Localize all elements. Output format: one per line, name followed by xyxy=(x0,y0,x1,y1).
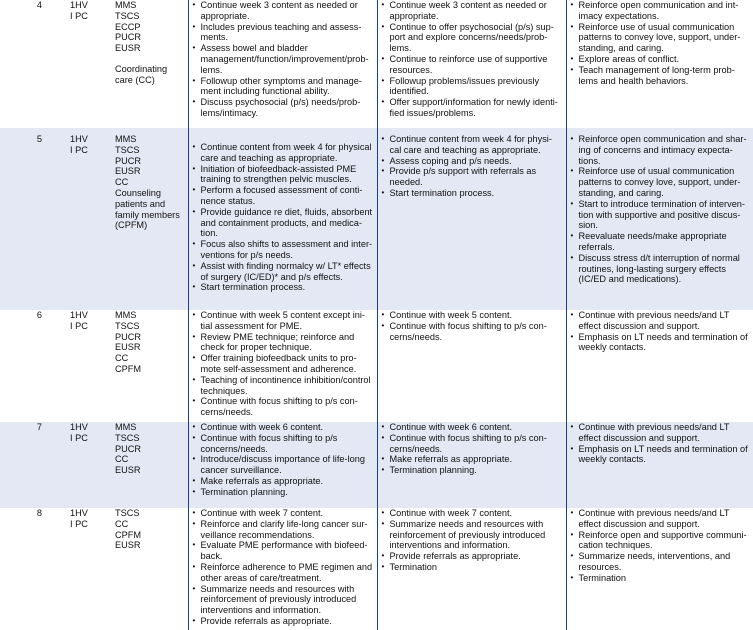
list-item: • Continue with week 5 content. xyxy=(382,310,562,321)
list-item: • Start termination process. xyxy=(193,282,373,293)
list-item: • Continue with focus shifting to p/s concerns/needs. xyxy=(193,433,373,455)
list-item: • Evaluate PME performance with biofeed-back. xyxy=(193,540,373,562)
strand-code: CPFM xyxy=(115,529,142,540)
strand-code: CPFM xyxy=(115,363,142,374)
strands-cell xyxy=(111,128,188,310)
list-item: • Reinforce and clarify life-long cancer sur-veillance recommendations. xyxy=(193,519,373,541)
partner-list-cell xyxy=(566,0,753,128)
content-list-cell xyxy=(188,128,377,310)
patient-list-cell xyxy=(377,508,566,630)
strand-code: TSCS xyxy=(115,144,140,155)
strand-code: MMS xyxy=(115,422,137,432)
list-item: • Review PME technique; reinforce and check for proper technique. xyxy=(193,332,373,354)
strand-code: PUCR xyxy=(115,443,142,454)
list-item: • Assess coping and p/s needs. xyxy=(382,156,562,167)
list-item: • Summarize needs, interventions, and resources. xyxy=(571,551,750,573)
content-list xyxy=(193,142,373,293)
list-item: • Continue with focus shifting to p/s con-cerns/needs. xyxy=(193,396,373,418)
list-item: • Assist with finding normalcy w/ LT* effects of surgery (IC/ED)* and p/s effects. xyxy=(193,261,373,283)
strand-code: Counseling xyxy=(115,187,161,198)
list-item: • Termination xyxy=(382,562,562,573)
strand-code: TSCS xyxy=(115,320,140,331)
patient-list-cell xyxy=(377,0,566,128)
strand-code: MMS xyxy=(115,0,137,10)
list-item: • Followup problems/issues previously identified. xyxy=(382,76,562,98)
content-list xyxy=(193,0,373,119)
list-item: • Continue week 3 content as needed or appropriate. xyxy=(193,0,373,22)
strand-code: EUSR xyxy=(115,465,141,476)
list-item: • Reinforce use of usual communication patterns to convey love, support, under-standing, and caring. xyxy=(571,166,750,198)
list-item: • Reevaluate needs/make appropriate referrals. xyxy=(571,231,750,253)
list-item: • Discuss psychosocial (p/s) needs/prob-lems/intimacy. xyxy=(193,97,373,119)
list-item: • Continue with week 7 content. xyxy=(193,508,373,519)
list-item: • Continue content from week 4 for physical care and teaching as appropriate. xyxy=(193,142,373,164)
list-item: • Initiation of biofeedback-assisted PME training to strengthen pelvic muscles. xyxy=(193,164,373,186)
content-list-cell xyxy=(188,422,377,508)
strands-cell xyxy=(111,0,188,128)
patient-list-cell xyxy=(377,128,566,310)
list-item: • Provide guidance re diet, fluids, absorbent and containment products, and medica-tion. xyxy=(193,207,373,239)
strand-code: TSCS xyxy=(115,508,140,518)
content-list-cell xyxy=(188,508,377,630)
visit-line: 1HV xyxy=(70,422,88,432)
strand-code: (CPFM) xyxy=(115,220,148,231)
list-item: • Continue with week 7 content. xyxy=(382,508,562,519)
content-list xyxy=(193,422,373,498)
table-row xyxy=(0,0,753,128)
visit-line: I PC xyxy=(70,518,88,529)
list-item: • Summarize needs and resources with reinforcement of previously introduced interventions and information. xyxy=(193,584,373,616)
content-list xyxy=(193,508,373,627)
list-item: • Continue with week 6 content. xyxy=(382,422,562,433)
table-row xyxy=(0,508,753,630)
content-list-cell xyxy=(188,310,377,422)
visit-line: I PC xyxy=(70,320,88,331)
list-item: • Provide referrals as appropriate. xyxy=(382,551,562,562)
strand-code: EUSR xyxy=(115,166,141,177)
partner-list xyxy=(571,134,750,285)
list-item: • Continue with week 5 content except ini-tial assessment for PME. xyxy=(193,310,373,332)
partner-list xyxy=(571,508,750,584)
list-item: • Reinforce adherence to PME regimen and other areas of care/treatment. xyxy=(193,562,373,584)
list-item: • Continue with week 6 content. xyxy=(193,422,373,433)
list-item: • Continue with focus shifting to p/s con-cerns/needs. xyxy=(382,433,562,455)
week-number: 6 xyxy=(36,310,42,320)
visit-line: 1HV xyxy=(70,310,88,320)
list-item: • Continue with previous needs/and LT effect discussion and support. xyxy=(571,508,750,530)
strand-code: PUCR xyxy=(115,331,142,342)
strand-code xyxy=(115,54,184,64)
list-item: • Reinforce open and supportive communi-cation techniques. xyxy=(571,530,750,552)
partner-list xyxy=(571,0,750,86)
list-item: • Continue with previous needs/and LT effect discussion and support. xyxy=(571,310,750,332)
list-item: • Reinforce use of usual communication patterns to convey love, support, under-standing, and caring. xyxy=(571,22,750,54)
strand-code: family members xyxy=(115,209,180,220)
strands-cell xyxy=(111,422,188,508)
list-item: • Includes previous teaching and assess-ments. xyxy=(193,22,373,44)
partner-list-cell xyxy=(566,422,753,508)
list-item: • Continue with previous needs/and LT effect discussion and support. xyxy=(571,422,750,444)
visit-line: 1HV xyxy=(70,0,88,10)
list-item: • Provide p/s support with referrals as needed. xyxy=(382,166,562,188)
visit-line: I PC xyxy=(70,432,88,443)
content-list-cell xyxy=(188,0,377,128)
list-item: • Assess bowel and bladder management/function/improvement/prob-lems. xyxy=(193,43,373,75)
list-item: • Continue content from week 4 for physi-cal care and teaching as appropriate. xyxy=(382,134,562,156)
list-item: • Termination xyxy=(571,573,750,584)
partner-list xyxy=(571,422,750,465)
strand-code: CC xyxy=(115,177,129,188)
list-item: • Termination planning. xyxy=(382,465,562,476)
strand-code: EUSR xyxy=(115,540,141,551)
week-number: 7 xyxy=(0,422,58,508)
strand-code: patients and xyxy=(115,198,166,209)
strand-code: care (CC) xyxy=(115,74,155,85)
partner-list-cell xyxy=(566,310,753,422)
strand-code: MMS xyxy=(115,310,137,320)
list-item: • Emphasis on LT needs and termination of weekly contacts. xyxy=(571,332,750,354)
visit-line: I PC xyxy=(70,10,88,21)
table-row xyxy=(0,128,753,310)
strand-code: MMS xyxy=(115,134,137,144)
visit-type xyxy=(58,128,111,310)
week-number: 5 xyxy=(0,128,58,310)
patient-list-cell xyxy=(377,310,566,422)
partner-list-cell xyxy=(566,508,753,630)
list-item: • Start to introduce termination of interven-tion with supportive and positive discus-sion. xyxy=(571,199,750,231)
list-item: • Teach management of long-term prob-lems and health behaviors. xyxy=(571,65,750,87)
strand-code: CC xyxy=(115,454,129,465)
visit-line: 1HV xyxy=(70,134,88,144)
patient-list xyxy=(382,0,562,119)
strands-cell xyxy=(111,310,188,422)
list-item: • Continue to offer psychosocial (p/s) sup-port and explore concerns/needs/prob-lems. xyxy=(382,22,562,54)
visit-type xyxy=(58,508,111,630)
list-item: • Offer training biofeedback units to pro-mote self-assessment and adherence. xyxy=(193,353,373,375)
strand-code: ECCP xyxy=(115,21,141,32)
strand-code: EUSR xyxy=(115,342,141,353)
content-list xyxy=(193,310,373,418)
strand-code: TSCS xyxy=(115,432,140,443)
list-item: • Summarize needs and resources with reinforcement of previously introduced interventions and information. xyxy=(382,519,562,551)
table-row xyxy=(0,310,753,422)
list-item: • Explore areas of conflict. xyxy=(571,54,750,65)
patient-list xyxy=(382,134,562,199)
list-item: • Reinforce open communication and int-imacy expectations. xyxy=(571,0,750,22)
list-item: • Focus also shifts to assessment and inter-ventions for p/s needs. xyxy=(193,239,373,261)
week-number: 8 xyxy=(36,508,42,518)
strand-code: CC xyxy=(115,518,129,529)
visit-type xyxy=(58,0,111,128)
visit-type xyxy=(58,422,111,508)
list-item: • Continue week 3 content as needed or appropriate. xyxy=(382,0,562,22)
patient-list xyxy=(382,422,562,476)
list-item: • Continue to reinforce use of supportive resources. xyxy=(382,54,562,76)
list-item: • Emphasis on LT needs and termination of weekly contacts. xyxy=(571,444,750,466)
list-item: • Discuss stress d/t interruption of normal routines, long-lasting surgery effects (IC/ED and medications). xyxy=(571,253,750,285)
list-item: • Termination planning. xyxy=(193,487,373,498)
week-number: 4 xyxy=(36,0,42,10)
strand-code: EUSR xyxy=(115,43,141,54)
strand-code: PUCR xyxy=(115,155,142,166)
patient-list xyxy=(382,310,562,342)
list-item: • Reinforce open communication and shar-ing of concerns and intimacy expecta-tions. xyxy=(571,134,750,166)
list-item: • Provide referrals as appropriate. xyxy=(193,616,373,627)
list-item: • Perform a focused assessment of conti-nence status. xyxy=(193,185,373,207)
strand-code: CC xyxy=(115,353,129,364)
table-row xyxy=(0,422,753,508)
list-item: • Continue with focus shifting to p/s con-cerns/needs. xyxy=(382,321,562,343)
list-item: • Followup other symptoms and manage-ment including functional ability. xyxy=(193,76,373,98)
patient-list xyxy=(382,508,562,573)
list-item: • Make referrals as appropriate. xyxy=(382,454,562,465)
strand-code: PUCR xyxy=(115,32,142,43)
list-item: • Offer support/information for newly identi-fied issues/problems. xyxy=(382,97,562,119)
strands-cell xyxy=(111,508,188,630)
visit-line: I PC xyxy=(70,144,88,155)
partner-list xyxy=(571,310,750,353)
list-item: • Start termination process. xyxy=(382,188,562,199)
strand-code: TSCS xyxy=(115,10,140,21)
strand-code: Coordinating xyxy=(115,63,168,74)
visit-type xyxy=(58,310,111,422)
list-item: • Make referrals as appropriate. xyxy=(193,476,373,487)
list-item: • Introduce/discuss importance of life-long cancer surveillance. xyxy=(193,454,373,476)
patient-list-cell xyxy=(377,422,566,508)
visit-line: 1HV xyxy=(70,508,88,518)
list-item: • Teaching of incontinence inhibition/control techniques. xyxy=(193,375,373,397)
partner-list-cell xyxy=(566,128,753,310)
